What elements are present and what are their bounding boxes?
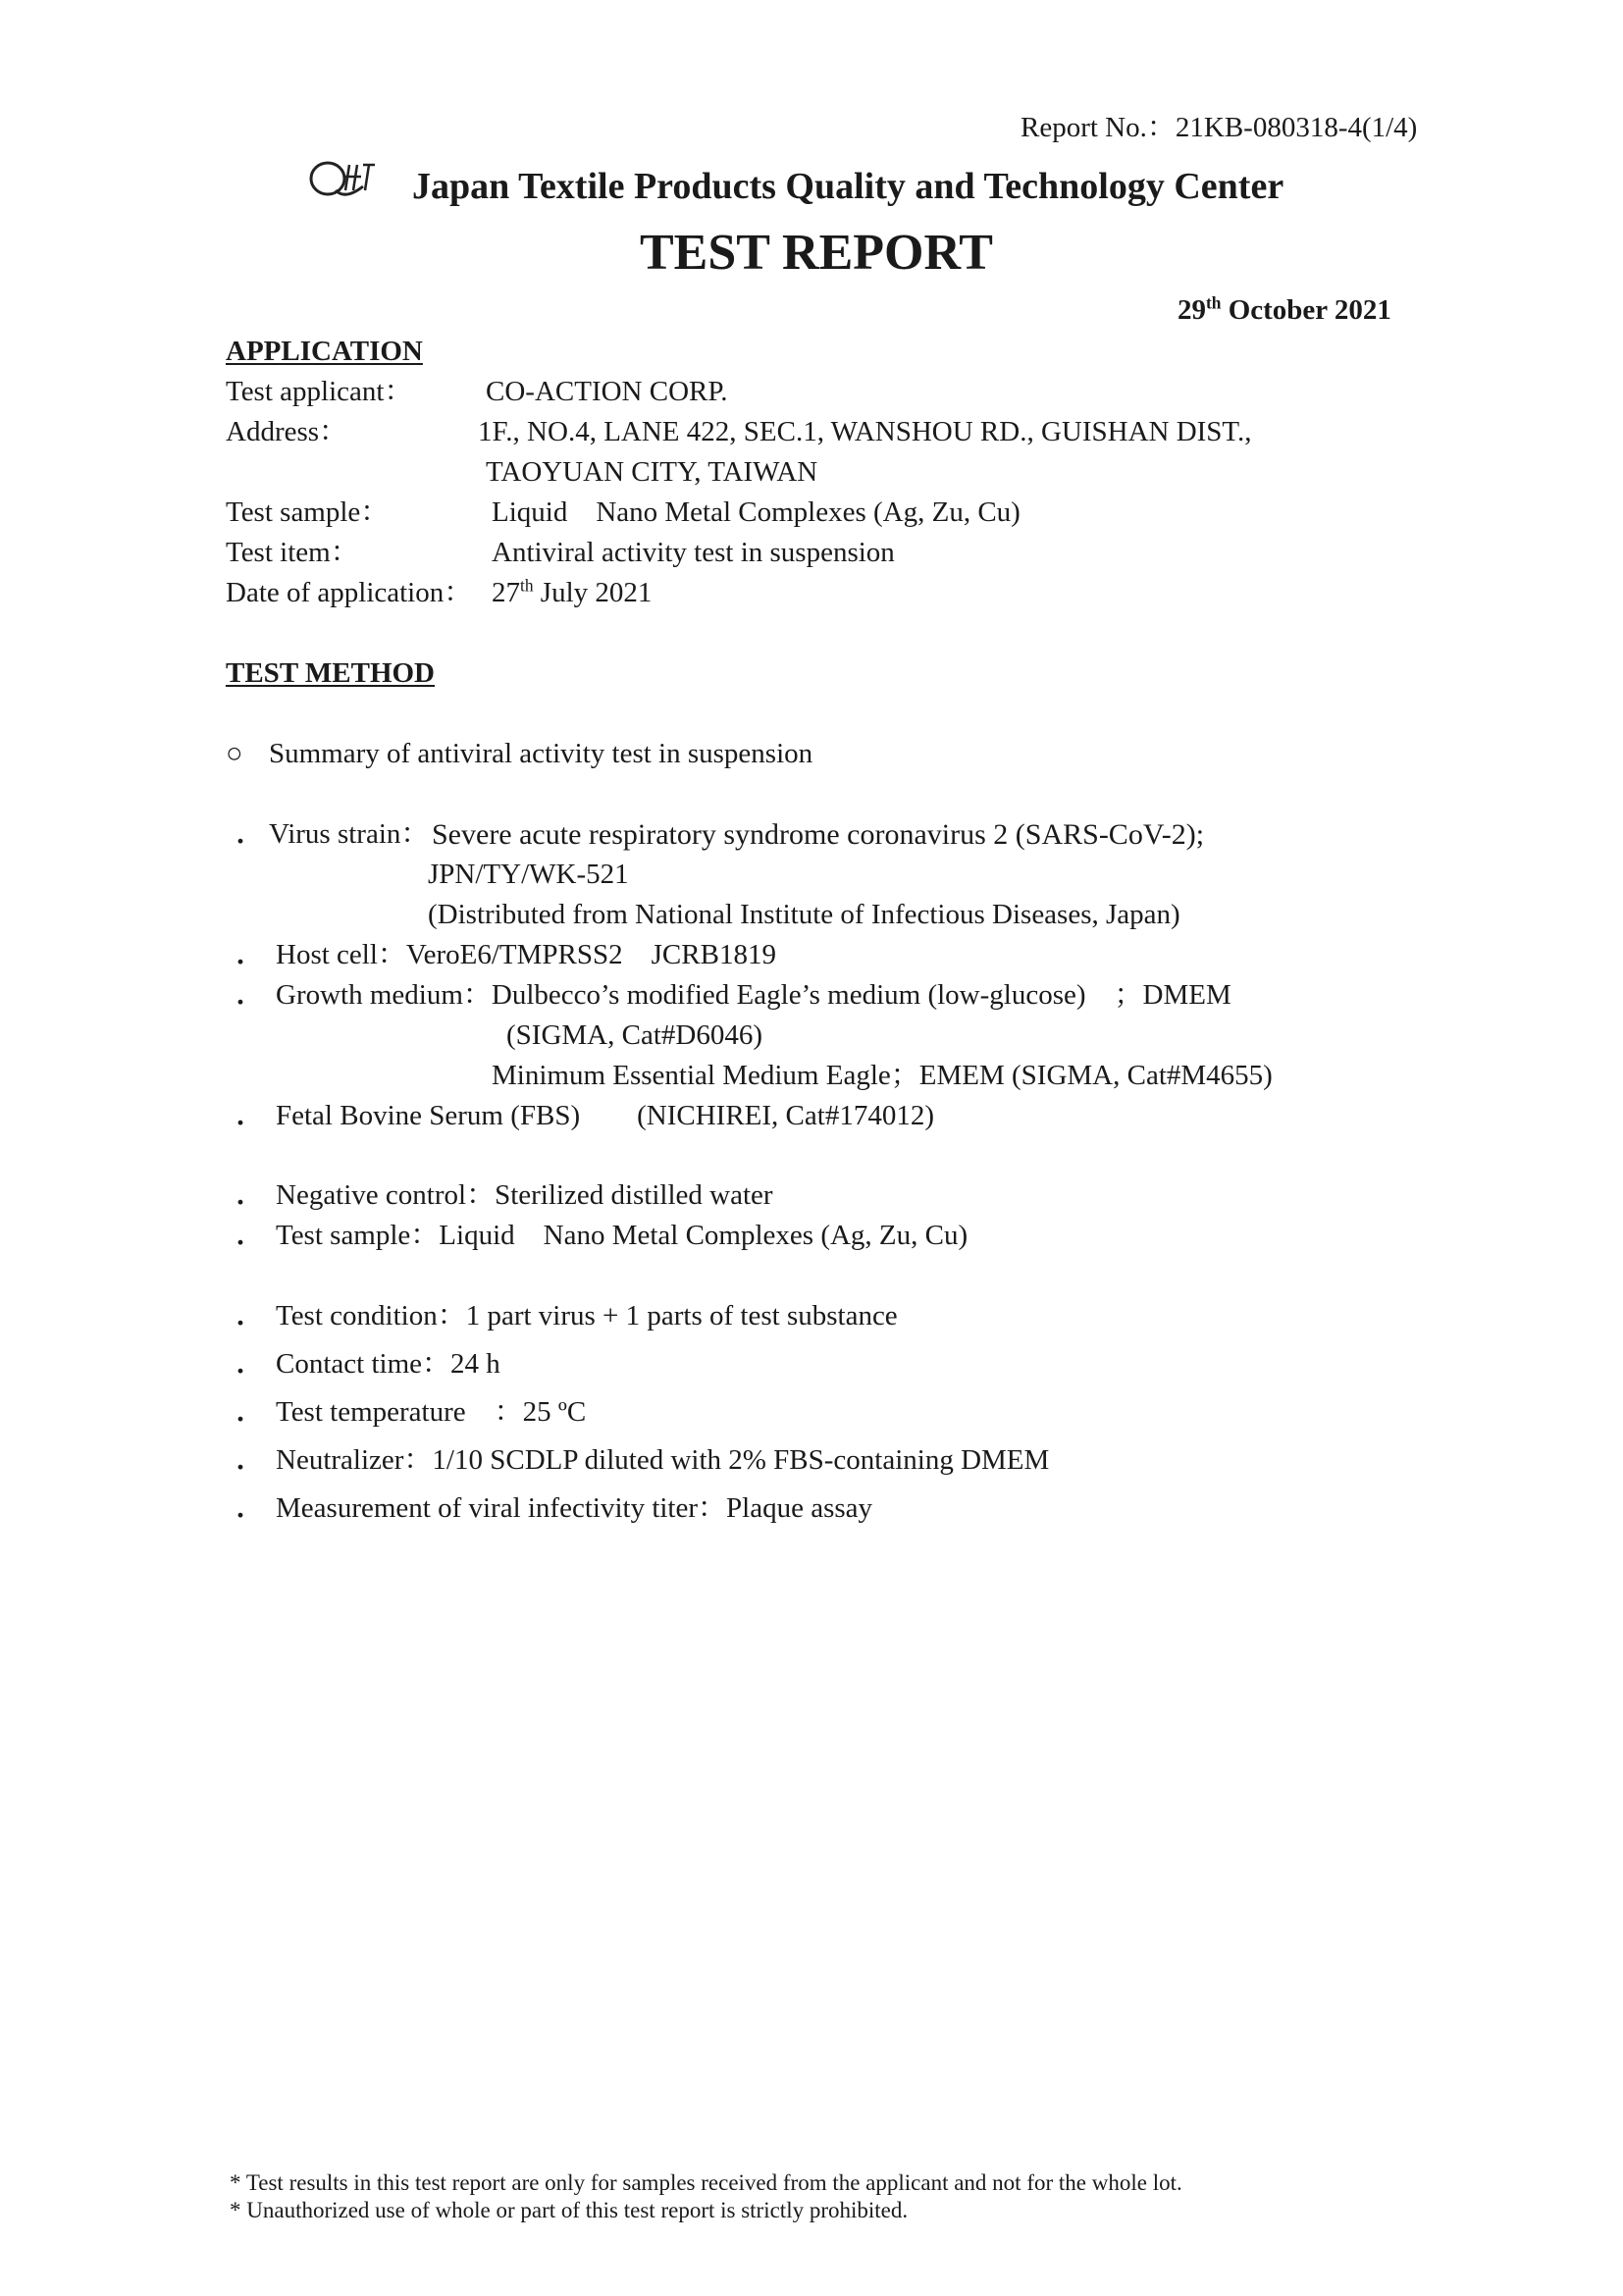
application-date-day: 27: [492, 577, 520, 608]
organization-logo: [306, 157, 385, 202]
organization-name: Japan Textile Products Quality and Technology Center: [412, 166, 1284, 207]
fetal-bovine-serum: Fetal Bovine Serum (FBS) (NICHIREI, Cat#174012): [276, 1100, 934, 1131]
bullet-icon: ・: [228, 1310, 254, 1338]
summary-circle-icon: ○: [226, 738, 243, 769]
test-sample: Test sample：Liquid Nano Metal Complexes (Ag, Zu, Cu): [276, 1220, 969, 1251]
negative-control: Negative control：Sterilized distilled water: [276, 1179, 773, 1211]
summary-text: Summary of antiviral activity test in suspension: [269, 738, 813, 769]
host-cell: Host cell：VeroE6/TMPRSS2 JCRB1819: [276, 939, 776, 970]
test-condition: Test condition：1 part virus + 1 parts of test substance: [276, 1300, 898, 1331]
report-date-day: 29: [1178, 294, 1206, 326]
application-date-value: [492, 575, 653, 608]
bullet-icon: ・: [228, 1502, 254, 1531]
virus-strain-source: (Distributed from National Institute of Infectious Diseases, Japan): [428, 899, 1180, 930]
address-line-2: TAOYUAN CITY, TAIWAN: [486, 456, 818, 488]
applicant-value: CO-ACTION CORP.: [486, 376, 728, 407]
bullet-icon: ・: [228, 1406, 254, 1435]
bullet-icon: ・: [228, 1358, 254, 1386]
virus-strain-value: Severe acute respiratory syndrome coronavirus 2 (SARS-CoV-2);: [432, 818, 1205, 851]
test-method-heading: TEST METHOD: [226, 657, 435, 689]
applicant-label: Test applicant：: [226, 376, 413, 407]
address-label: Address：: [226, 416, 348, 447]
application-date-rest: July 2021: [533, 577, 653, 608]
footer-note-2: * Unauthorized use of whole or part of this test report is strictly prohibited.: [230, 2198, 909, 2222]
footer-note-1: * Test results in this test report are only for samples received from the applicant and not for the whole lot.: [230, 2170, 1182, 2195]
address-line-1: 1F., NO.4, LANE 422, SEC.1, WANSHOU RD., GUISHAN DIST.,: [478, 416, 1252, 447]
logo-icon: [306, 157, 385, 202]
report-date: [1178, 292, 1391, 326]
virus-strain-code: JPN/TY/WK-521: [428, 859, 629, 890]
application-date-label: Date of application：: [226, 577, 473, 608]
report-date-suffix: th: [1206, 292, 1222, 313]
contact-time: Contact time：24 h: [276, 1348, 500, 1380]
bullet-icon: ・: [228, 1189, 254, 1218]
growth-medium-line-3: Minimum Essential Medium Eagle；EMEM (SIGMA, Cat#M4655): [492, 1060, 1273, 1091]
growth-medium-line-2: (SIGMA, Cat#D6046): [506, 1019, 762, 1051]
measurement: Measurement of viral infectivity titer：Plaque assay: [276, 1492, 873, 1524]
test-sample-label: Test sample：: [226, 496, 390, 528]
bullet-icon: ・: [228, 949, 254, 977]
bullet-icon: ・: [228, 1229, 254, 1258]
neutralizer: Neutralizer：1/10 SCDLP diluted with 2% FBS-containing DMEM: [276, 1444, 1050, 1476]
test-item-value: Antiviral activity test in suspension: [492, 537, 895, 568]
report-title: TEST REPORT: [640, 225, 993, 281]
application-date-suffix: th: [520, 575, 534, 596]
test-item-label: Test item：: [226, 537, 359, 568]
virus-strain-label: Virus strain：: [269, 818, 430, 850]
growth-medium-line-1: Growth medium：Dulbecco’s modified Eagle’s medium (low-glucose) ；DMEM: [276, 979, 1231, 1011]
application-heading: APPLICATION: [226, 336, 423, 367]
report-number: Report No.：21KB-080318-4(1/4): [1021, 112, 1418, 143]
bullet-icon: ・: [228, 989, 254, 1018]
bullet-icon: ・: [228, 1454, 254, 1483]
bullet-icon: ・: [228, 1110, 254, 1138]
report-date-rest: October 2021: [1221, 294, 1391, 326]
bullet-icon: ・: [228, 828, 254, 857]
test-sample-value: Liquid Nano Metal Complexes (Ag, Zu, Cu): [492, 496, 1021, 528]
test-temperature: Test temperature ：25 ºC: [276, 1396, 587, 1428]
